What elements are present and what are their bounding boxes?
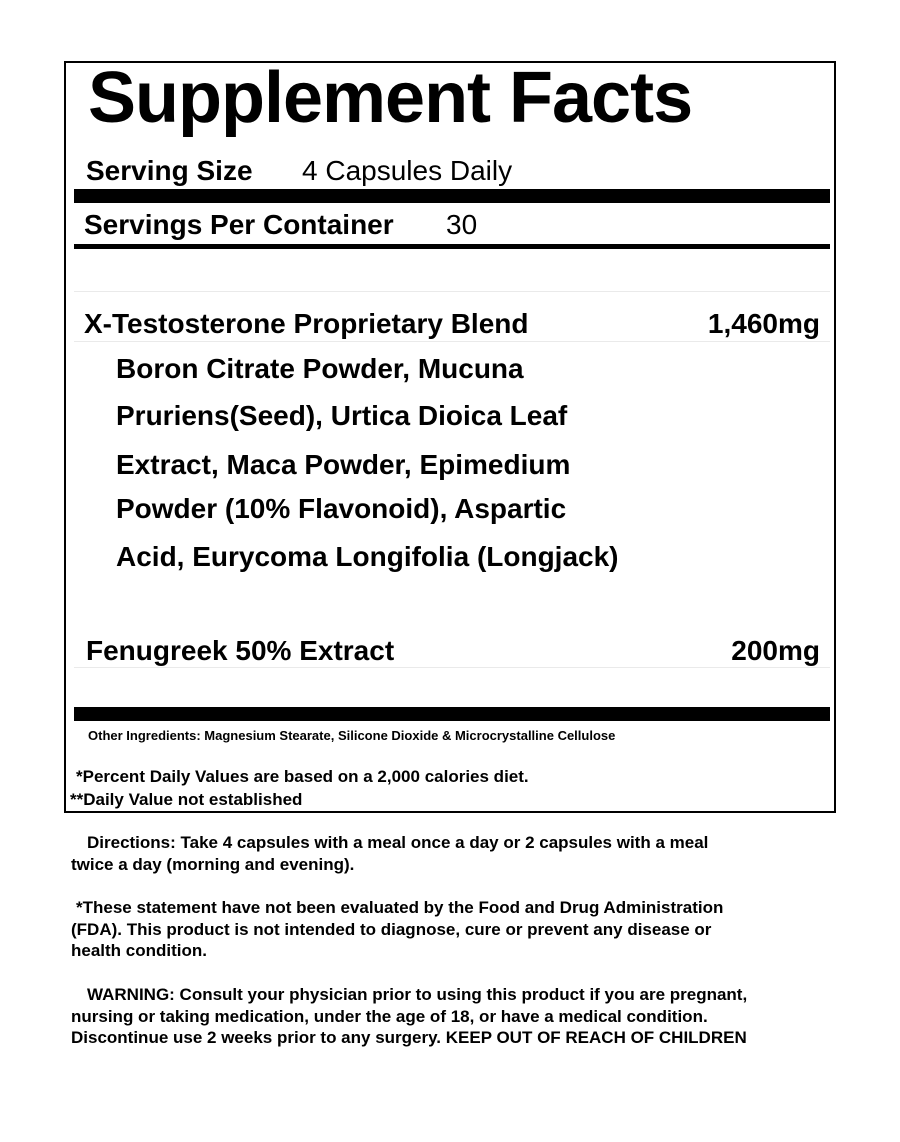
serving-size-label: Serving Size — [86, 155, 253, 186]
divider-hairline — [74, 667, 830, 668]
warning-block — [71, 984, 831, 1049]
warning-line: WARNING: Consult your physician prior to using this product if you are pregnant, — [87, 985, 748, 1004]
blend-ingredient-line: Acid, Eurycoma Longifolia (Longjack) — [116, 541, 619, 572]
other-ingredients: Other Ingredients: Magnesium Stearate, Silicone Dioxide & Microcrystalline Cellulose — [88, 728, 616, 743]
blend-ingredient-line: Powder (10% Flavonoid), Aspartic — [116, 493, 567, 524]
fenugreek-amount: 200mg — [731, 635, 820, 666]
label-title: Supplement Facts — [88, 58, 693, 138]
blend-ingredient-line: Extract, Maca Powder, Epimedium — [116, 449, 571, 480]
directions-block — [71, 832, 831, 875]
fda-disclaimer-block — [71, 897, 831, 962]
directions-line: twice a day (morning and evening). — [71, 854, 355, 874]
fda-disclaimer-line: (FDA). This product is not intended to diagnose, cure or prevent any disease or — [71, 919, 712, 939]
fda-disclaimer-line: health condition. — [71, 941, 207, 960]
divider-thick — [74, 707, 830, 721]
directions-line: Directions: Take 4 capsules with a meal once a day or 2 capsules with a meal — [87, 833, 709, 852]
fda-disclaimer-line: *These statement have not been evaluated by the Food and Drug Administration — [76, 898, 724, 917]
fenugreek-name: Fenugreek 50% Extract — [86, 635, 395, 666]
divider-hairline — [74, 291, 830, 292]
divider-thick — [74, 189, 830, 203]
divider-hairline — [74, 341, 830, 342]
blend-amount: 1,460mg — [707, 308, 820, 339]
blend-ingredient-line: Pruriens(Seed), Urtica Dioica Leaf — [116, 400, 568, 431]
warning-line: nursing or taking medication, under the age of 18, or have a medical condition. — [71, 1006, 708, 1026]
blend-ingredient-line: Boron Citrate Powder, Mucuna — [116, 353, 524, 384]
divider-medium — [74, 244, 830, 249]
daily-value-not-established-note: **Daily Value not established — [70, 790, 303, 809]
servings-per-container-value: 30 — [446, 209, 478, 240]
supplement-facts-panel — [64, 58, 836, 813]
percent-daily-value-note: *Percent Daily Values are based on a 2,000 calories diet. — [76, 767, 529, 786]
servings-per-container-label: Servings Per Container — [84, 209, 394, 240]
warning-line: Discontinue use 2 weeks prior to any surgery. KEEP OUT OF REACH OF CHILDREN — [71, 1028, 747, 1047]
blend-name: X-Testosterone Proprietary Blend — [84, 308, 529, 339]
serving-size-value: 4 Capsules Daily — [302, 155, 513, 186]
